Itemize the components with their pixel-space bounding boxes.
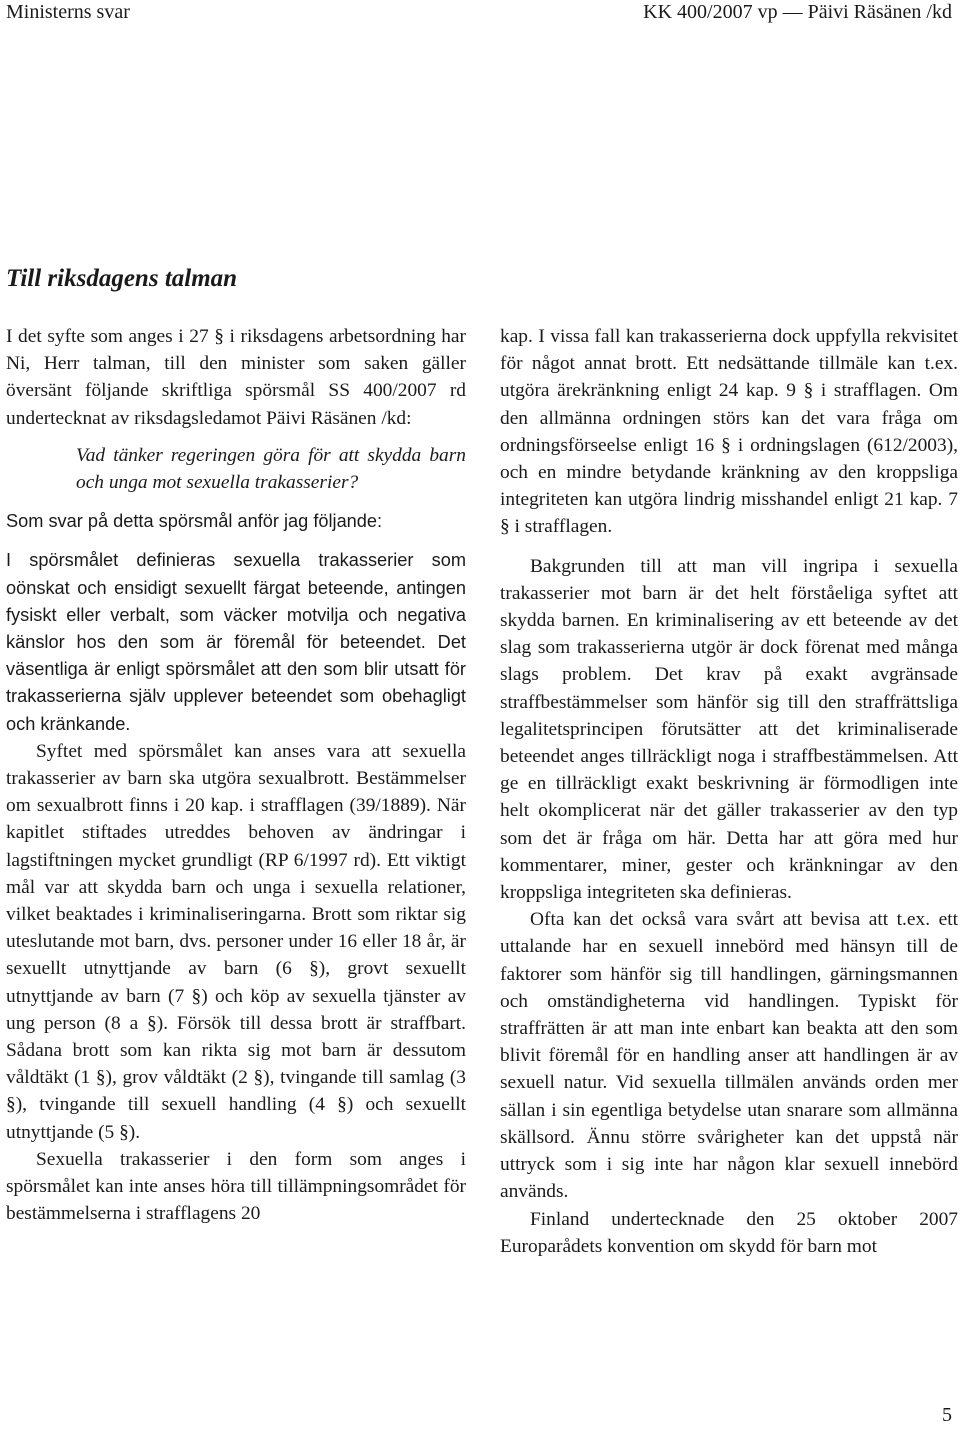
running-header-right: KK 400/2007 vp — Päivi Räsänen /kd — [643, 1, 952, 23]
right-column — [500, 323, 958, 1260]
left-column — [6, 323, 466, 1228]
document-title: Till riksdagens talman — [6, 265, 238, 292]
definition-paragraph: I spörsmålet definieras sexuella trakasserier som oönskat och ensidigt sexuellt färgat beteende, antingen fysiskt eller verbalt, som väcker motvilja och negativa känslor hos den som är föremål för beteendet. Det väsentliga är enligt spörsmålet att den som blir utsatt för trakasserierna själv upplever beteendet som obehagligt och kränkande. — [6, 550, 466, 734]
finland-paragraph: Finland undertecknade den 25 oktober 2007 Europarådets konvention om skydd för barn mot — [500, 1208, 958, 1257]
page-number: 5 — [942, 1404, 952, 1426]
difficulty-paragraph: Ofta kan det också vara svårt att bevisa att t.ex. ett uttalande har en sexuell innebörd med hänsyn till de faktorer som hänför sig till handlingen, gärningsmannen och omständigheterna vid handlingen. Typiskt för straffrätten är att man inte enbart kan beakta att den som blivit föremål för en handling anser att handlingen är av sexuell natur. Vid sexuella tillmälen används orden mer sällan i sin egentliga betydelse utan snarare som allmänna skällsord. Ännu större svårigheter kan det uppstå när uttryck som i sig inte har någon klar sexuell innebörd används. — [500, 909, 958, 1203]
background-paragraph: Bakgrunden till att man vill ingripa i sexuella trakasserier mot barn är det helt förståeliga syftet att skydda barnen. En kriminalisering av ett beteende av det slag som trakasserierna utgör är dock förenat med många slags problem. Det krav på exakt avgränsade straffbestämmelser som hänför sig till den straffrättsliga legalitetsprincipen förutsätter att det kriminaliserade beteendet anges tillräckligt noga i straffbestämmelsen. Att ge en tillräckligt exakt beskrivning är förmodligen inte helt okomplicerat när det gäller trakasserier av den typ som det är fråga om här. Detta har att göra med hur kommentarer, miner, gester och kränkningar av den kroppsliga integriteten ska definieras. — [500, 555, 958, 904]
scope-paragraph: Sexuella trakasserier i den form som anges i spörsmålet kan inte anses höra till tillämpningsområdet för bestämmelserna i strafflagens 20 — [6, 1148, 466, 1225]
question-quote: Vad tänker regeringen göra för att skydda barn och unga mot sexuella trakasserier? — [76, 444, 466, 494]
intro-paragraph: I det syfte som anges i 27 § i riksdagens arbetsordning har Ni, Herr talman, till den minister som saken gäller översänt följande skriftliga spörsmål SS 400/2007 rd undertecknat av riksdagsledamot Päivi Räsänen /kd: — [6, 326, 466, 429]
continued-paragraph: kap. I vissa fall kan trakasserierna dock uppfylla rekvisitet för något annat brott. Ett nedsättande tillmäle kan t.ex. utgöra ärekränkning enligt 24 kap. 9 § i strafflagen. Om den allmänna ordningen störs kan det vara fråga om ordningsförseelse enligt 16 § i ordningslagen (612/2003), och en mindre betydande kränkning av den kroppsliga integriteten kan utgöra lindrig misshandel enligt 21 kap. 7 § i strafflagen. — [500, 326, 958, 538]
answer-lead: Som svar på detta spörsmål anför jag följande: — [6, 511, 383, 532]
running-header-left: Ministerns svar — [6, 1, 130, 23]
purpose-paragraph: Syftet med spörsmålet kan anses vara att sexuella trakasserier av barn ska utgöra sexualbrott. Bestämmelser om sexualbrott finns i 20 kap. i strafflagen (39/1889). När kapitlet stiftades utreddes behoven av ändringar i lagstiftningen mycket grundligt (RP 6/1997 rd). Ett viktigt mål var att skydda barn och unga i sexuella relationer, vilket beaktades i kriminaliseringarna. Brott som riktar sig uteslutande mot barn, dvs. personer under 16 eller 18 år, är sexuellt utnyttjande av barn (6 §), grovt sexuellt utnyttjande av barn (7 §) och köp av sexuella tjänster av ung person (8 a §). Försök till dessa brott är straffbart. Sådana brott som kan rikta sig mot barn är dessutom våldtäkt (1 §), grov våldtäkt (2 §), tvingande till samlag (3 §), tvingande till sexuell handling (4 §) och sexuellt utnyttjande (5 §). — [6, 740, 466, 1143]
